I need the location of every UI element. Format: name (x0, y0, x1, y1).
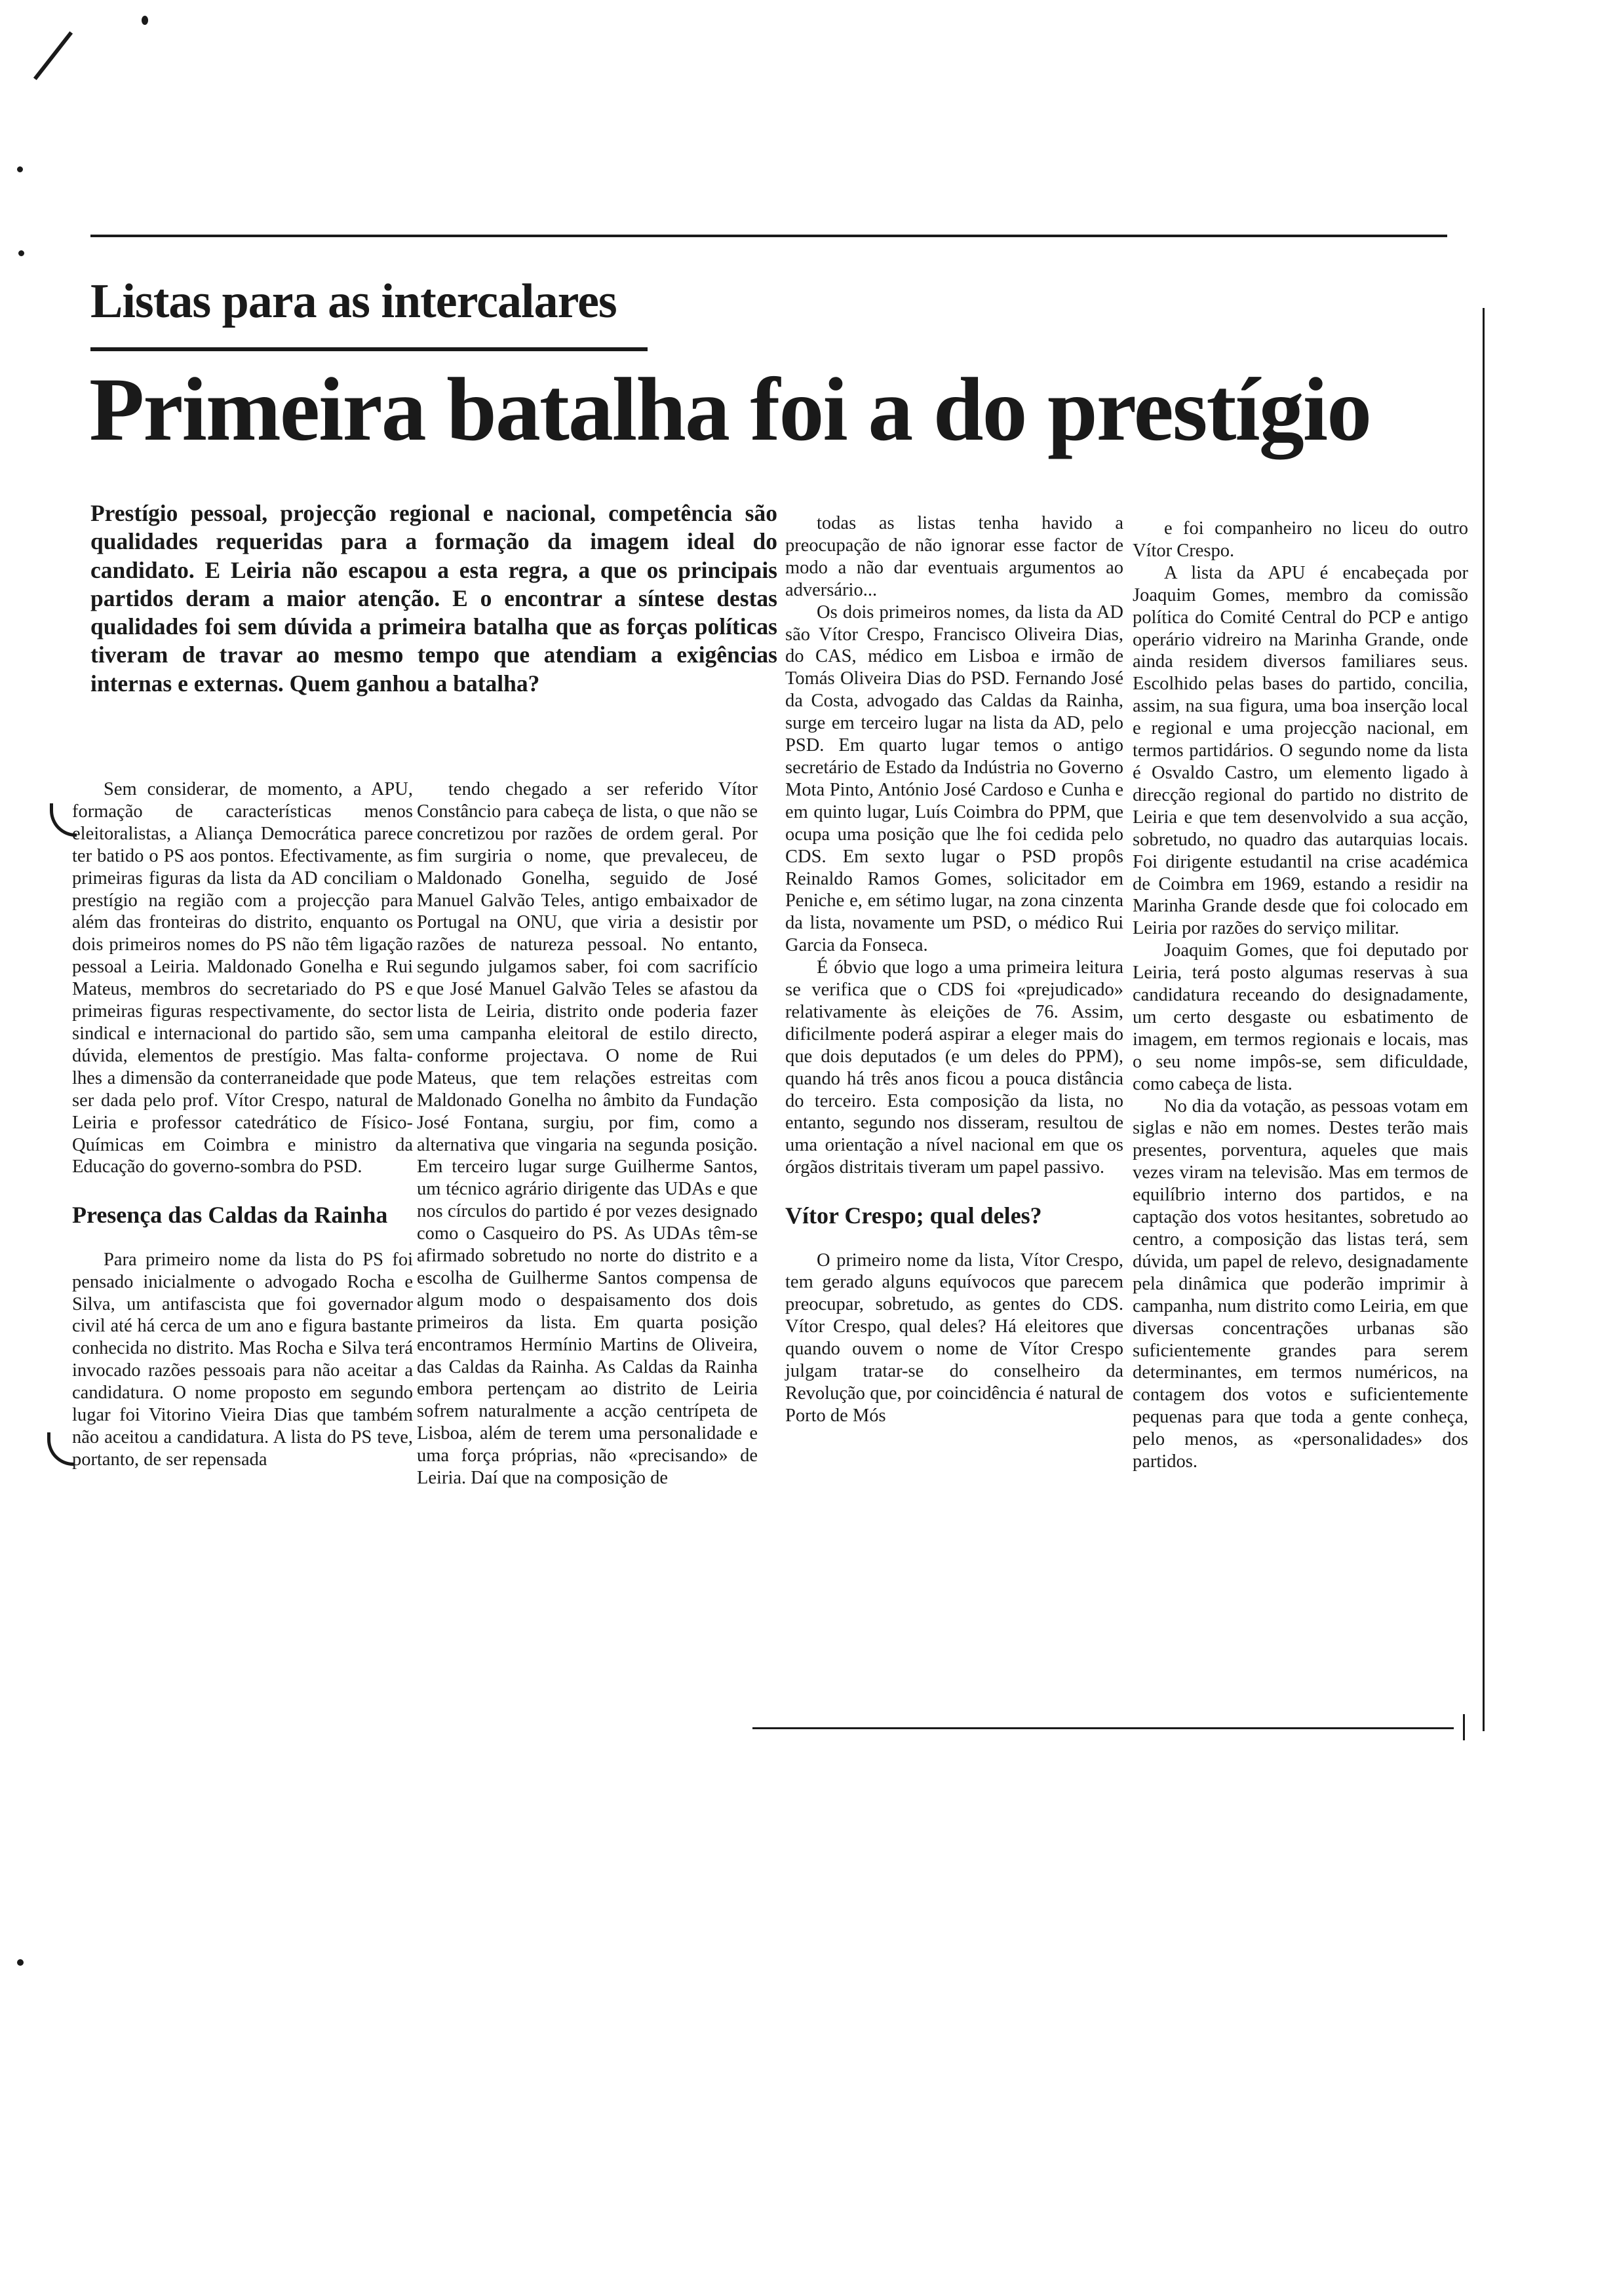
page-title: Primeira batalha foi a do prestígio (89, 359, 1371, 459)
paragraph: todas as listas tenha havido a preocupação de não ignorar esse factor de modo a não dar eventuais argumentos ao adversário... (785, 513, 1123, 600)
bottom-rule (752, 1727, 1454, 1729)
paragraph: A lista da APU é encabeçada por Joaquim Gomes, membro da comissão política do Comité Central do PCP e antigo operário vidreiro na Marinha Grande, onde ainda residem diversos familiares seus. Escolhido pelas bases do partido, concilia, assim, na sua figura, uma boa inserção local e regional e uma projecção nacional, em termos partidários. O segundo nome da lista é Osvaldo Castro, um elemento ligado à direcção regional do partido no distrito de Leiria e que tem desenvolvido a sua acção, sobretudo, no quadro das autarquias locais. Foi dirigente estudantil na crise académica de Coimbra em 1969, estando a residir na Marinha Grande desde que foi colocado em Leiria por razões do serviço militar. (1133, 562, 1468, 939)
subheading: Presença das Caldas da Rainha (72, 1202, 388, 1229)
scan-dot (142, 16, 148, 25)
column-1 (72, 778, 413, 1471)
margin-mark (50, 803, 77, 837)
kicker-underline (90, 347, 648, 351)
scan-dot (18, 250, 24, 256)
scan-dot (17, 166, 23, 172)
paragraph: É óbvio que logo a uma primeira leitura se verifica que o CDS foi «prejudicado» relativamente às eleições de 76. Assim, dificilmente poderá aspirar a eleger mais do que dois deputados (e um deles do PPM), quando há três anos ficou a pouca distância do terceiro. Esta composição da lista, no entanto, segundo nos disseram, resultou de uma orientação a nível nacional em que os órgãos distritais tiveram um papel passivo. (785, 957, 1123, 1178)
paragraph: Joaquim Gomes, que foi deputado por Leiria, terá posto algumas reservas à sua candidatura receando do designadamente, um certo desgaste ou esbatimento de imagem, em termos regionais e locais, mas o seu nome impôs-se, sem dificuldade, como cabeça de lista. (1133, 940, 1468, 1094)
paragraph: tendo chegado a ser referido Vítor Constâncio para cabeça de lista, o que não se concretizou por razões de ordem geral. Por fim surgiria o nome, que prevaleceu, de Maldonado Gonelha, seguido de José Manuel Galvão Teles, antigo embaixador de Portugal na ONU, que viria a desistir por razões de natureza pessoal. No entanto, segundo julgamos saber, foi com sacrifício que José Manuel Galvão Teles se afastou da lista de Leiria, distrito onde poderia fazer uma campanha eleitoral de estilo directo, conforme projectava. O nome de Rui Mateus, que tem relações estreitas com Maldonado Gonelha no âmbito da Fundação José Fontana, surgiu, por fim, como a alternativa que vingaria na segunda posição. Em terceiro lugar surge Guilherme Santos, um técnico agrário dirigente das UDAs e que nos círculos do partido é por vezes designado como o Casqueiro do PS. As UDAs têm-se afirmado sobretudo no norte do distrito e a escolha de Guilherme Santos compensa de algum modo o despaisamento dos dois primeiros da lista. Em quarta posição encontramos Hermínio Martins de Oliveira, das Caldas da Rainha. As Caldas da Rainha embora pertençam ao distrito de Leiria sofrem naturalmente a acção centrípeta de Lisboa, além de terem uma personalidade e uma força próprias, não «precisando» de Leiria. Daí que na composição de (417, 779, 758, 1489)
kicker: Listas para as intercalares (90, 275, 617, 328)
right-border (1483, 308, 1485, 1731)
top-rule (90, 235, 1447, 237)
paragraph: O primeiro nome da lista, Vítor Crespo, tem gerado alguns equívocos que parecem preocupar, sobretudo, as gentes do CDS. Vítor Crespo, qual deles? Há eleitores que quando ouvem o nome de Vítor Crespo julgam tratar-se do conselheiro da Revolução que, por coincidência é natural de Porto de Mós (785, 1250, 1123, 1426)
scan-scratch-mark (33, 31, 73, 81)
scan-dot (17, 1959, 24, 1966)
lead-paragraph: Prestígio pessoal, projecção regional e nacional, competência são qualidades requeridas para a formação da imagem ideal do candidato. E Leiria não escapou a esta regra, a que os principais partidos deram a maior atenção. E o encontrar a síntese destas qualidades foi sem dúvida a primeira batalha que as forças políticas tiveram de travar ao mesmo tempo que atendiam a exigências internas e externas. Quem ganhou a batalha? (90, 500, 777, 697)
margin-mark (47, 1432, 74, 1466)
paragraph: Sem considerar, de momento, a APU, formação de características menos eleitoralistas, a Aliança Democrática parece ter batido o PS aos pontos. Efectivamente, as primeiras figuras da lista da AD conciliam o prestígio na região com a projecção para além das fronteiras do distrito, enquanto os dois primeiros nomes do PS não têm ligação pessoal a Leiria. Maldonado Gonelha e Rui Mateus, membros do secretariado do PS e primeiras figuras respectivamente, do sector sindical e internacional do partido são, sem dúvida, elementos de prestígio. Mas falta-lhes a dimensão da conterraneidade que pode ser dada pelo prof. Vítor Crespo, natural de Leiria e professor catedrático de Físico-Químicas em Coimbra e ministro da Educação do governo-sombra do PSD. (72, 779, 413, 1177)
subheading: Vítor Crespo; qual deles? (785, 1202, 1042, 1229)
column-2 (417, 778, 758, 1489)
paragraph: e foi companheiro no liceu do outro Vítor Crespo. (1133, 518, 1468, 561)
column-4 (1133, 518, 1468, 1473)
column-3 (785, 512, 1123, 1427)
paragraph: No dia da votação, as pessoas votam em siglas e não em nomes. Destes terão mais presentes, porventura, aqueles que mais vezes viram na televisão. Mas em termos de equilíbrio interno dos partidos, e na captação dos votos hesitantes, sobretudo ao centro, a composição das listas terá, sem dúvida, um papel de relevo, designadamente pela dinâmica que poderão imprimir à campanha, num distrito como Leiria, em que diversas concentrações urbanas são suficientemente grandes para serem determinantes, em termos numéricos, na contagem dos votos e suficientemente pequenas para que toda a gente conheça, pelo menos, as «personalidades» dos partidos. (1133, 1096, 1468, 1472)
paragraph: Para primeiro nome da lista do PS foi pensado inicialmente o advogado Rocha e Silva, um antifascista que foi governador civil até há cerca de um ano e figura bastante conhecida no distrito. Mas Rocha e Silva terá invocado razões pessoais para não aceitar a candidatura. O nome proposto em segundo lugar foi Vitorino Vieira Dias que também não aceitou a candidatura. A lista do PS teve, portanto, de ser repensada (72, 1249, 413, 1470)
bottom-tick (1463, 1714, 1465, 1740)
paragraph: Os dois primeiros nomes, da lista da AD são Vítor Crespo, Francisco Oliveira Dias, do CAS, médico em Lisboa e irmão de Tomás Oliveira Dias do PSD. Fernando José da Costa, advogado das Caldas da Rainha, surge em terceiro lugar na lista da AD, pelo PSD. Em quarto lugar temos o antigo secretário de Estado da Indústria no Governo Mota Pinto, António José Cardoso e Cunha e em quinto lugar, Luís Coimbra do PPM, que ocupa uma posição que lhe foi cedida pelo CDS. Em sexto lugar o PSD propôs Reinaldo Ramos Gomes, solicitador em Peniche e, em sétimo lugar, na zona cinzenta da lista, novamente um PSD, o médico Rui Garcia da Fonseca. (785, 602, 1123, 956)
